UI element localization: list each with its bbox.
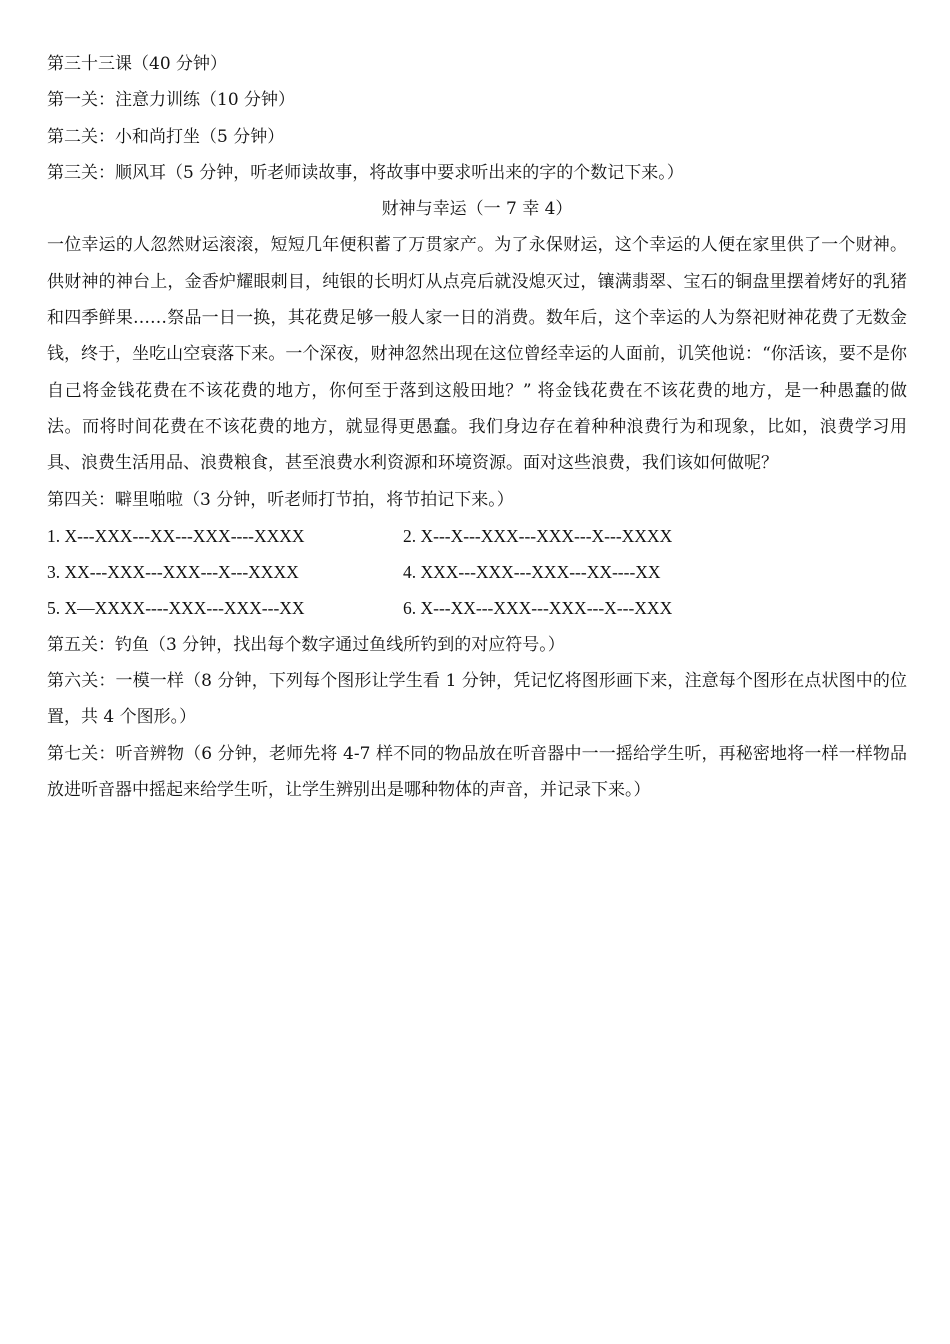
story-body: 一位幸运的人忽然财运滚滚，短短几年便积蓄了万贯家产。为了永保财运，这个幸运的人便在家里供了一个财神。供财神的神台上，金香炉耀眼刺目，纯银的长明灯从点亮后就没熄灭过，镶满翡翠、宝石的铜盘里摆着烤好的乳猪和四季鲜果……祭品一日一换，其花费足够一般人家一日的消费。数年后，这个幸运的人为祭祀财神花费了无数金钱，终于，坐吃山空衰落下来。一个深夜，财神忽然出现在这位曾经幸运的人面前，讥笑他说：“你活该，要不是你自己将金钱花费在不该花费的地方，你何至于落到这般田地？” 将金钱花费在不该花费的地方，是一种愚蠢的做法。而将时间花费在不该花费的地方，就显得更愚蠢。我们身边存在着种种浪费行为和现象，比如，浪费学习用具、浪费生活用品、浪费粮食，甚至浪费水利资源和环境资源。面对这些浪费，我们该如何做呢？ (47, 235, 907, 474)
rhythm-item: 4. XXX---XXX---XXX---XX----XX (403, 562, 661, 583)
level-6-heading: 第六关：一模一样（8 分钟，下列每个图形让学生看 1 分钟，凭记忆将图形画下来，注意每个图形在点状图中的位置，共 4 个图形。） (47, 671, 907, 728)
level-3-heading: 第三关：顺风耳（5 分钟，听老师读故事，将故事中要求听出来的字的个数记下来。） (47, 162, 684, 183)
rhythm-row (47, 554, 907, 590)
level-2-heading: 第二关：小和尚打坐（5 分钟） (47, 126, 285, 147)
lesson-title: 第三十三课（40 分钟） (47, 54, 228, 74)
rhythm-item: 3. XX---XXX---XXX---X---XXXX (47, 562, 299, 583)
level-4-heading: 第四关：噼里啪啦（3 分钟，听老师打节拍，将节拍记下来。） (47, 489, 514, 510)
rhythm-item: 6. X---XX---XXX---XXX---X---XXX (403, 598, 673, 619)
story-title: 财神与幸运（一 7 幸 4） (381, 199, 573, 220)
level-5-heading: 第五关：钓鱼（3 分钟，找出每个数字通过鱼线所钓到的对应符号。） (47, 634, 565, 655)
rhythm-item: 2. X---X---XXX---XXX---X---XXXX (403, 525, 673, 546)
rhythm-row (47, 518, 907, 554)
rhythm-item: 5. X—XXXX----XXX---XXX---XX (47, 598, 305, 619)
rhythm-item: 1. X---XXX---XX---XXX----XXXX (47, 525, 305, 546)
level-1-heading: 第一关：注意力训练（10 分钟） (47, 90, 296, 111)
rhythm-row (47, 590, 907, 626)
rhythm-list (47, 518, 907, 627)
level-7-heading: 第七关：听音辨物（6 分钟，老师先将 4-7 样不同的物品放在听音器中一一摇给学生听，再秘密地将一样一样物品放进听音器中摇起来给学生听，让学生辨别出是哪种物体的声音，并记录下来。） (47, 743, 907, 800)
document-page (47, 46, 907, 808)
